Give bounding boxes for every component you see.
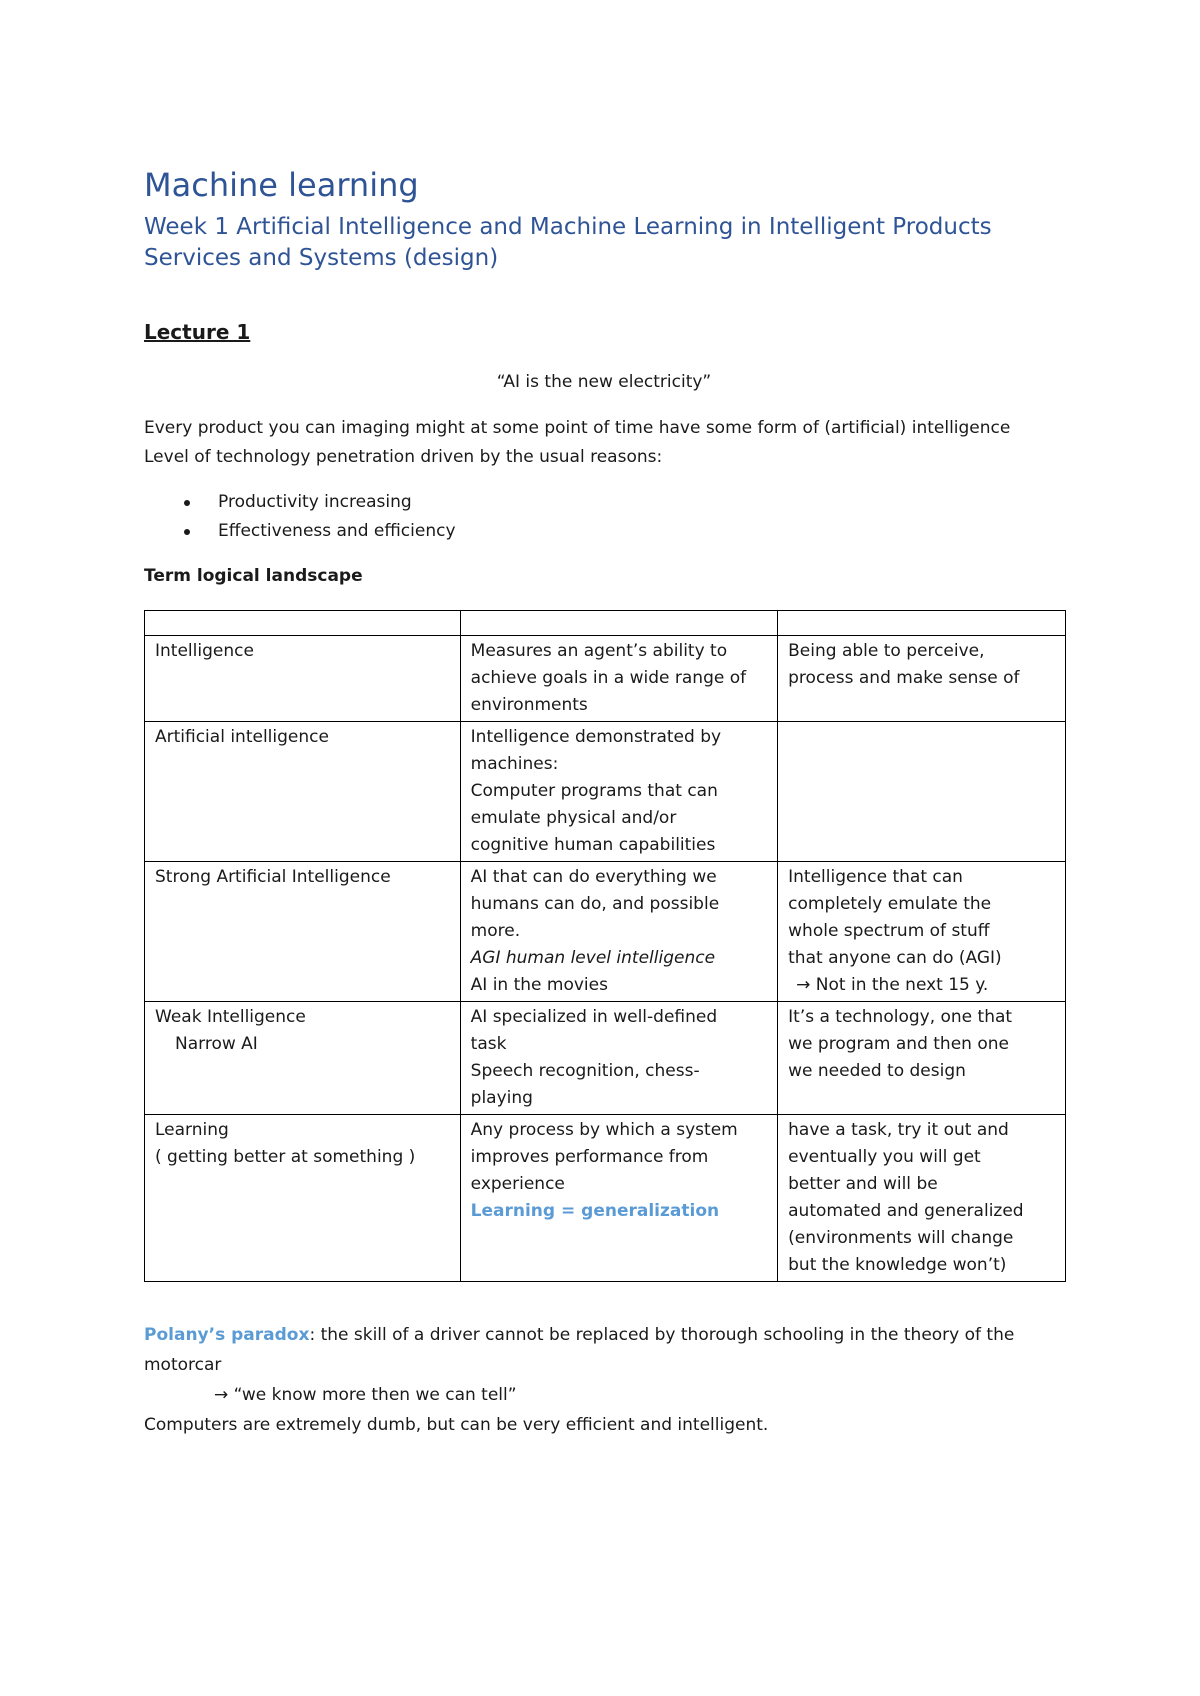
term-cell bbox=[145, 1115, 461, 1282]
definition-cell bbox=[460, 722, 777, 862]
notes-cell bbox=[778, 1115, 1066, 1282]
notes-line: whole spectrum of stuff bbox=[788, 921, 990, 941]
polany-quote: → “we know more then we can tell” bbox=[214, 1385, 517, 1405]
definition-line: Computer programs that can bbox=[470, 781, 718, 801]
definition-line: AI that can do everything we bbox=[470, 867, 717, 887]
closing-line: Computers are extremely dumb, but can be very efficient and intelligent. bbox=[144, 1415, 769, 1435]
polany-term: Polany’s paradox bbox=[144, 1325, 310, 1345]
definition-line: task bbox=[470, 1034, 507, 1054]
bullet-item: Effectiveness and efficiency bbox=[144, 517, 456, 546]
definition-cell bbox=[460, 862, 777, 1002]
bullet-item: Productivity increasing bbox=[144, 488, 456, 517]
document-subtitle: Week 1 Artificial Intelligence and Machine Learning in Intelligent Products Services and Systems (design) bbox=[144, 214, 992, 271]
notes-line: that anyone can do (AGI) bbox=[788, 948, 1002, 968]
notes-line: → Not in the next 15 y. bbox=[796, 975, 989, 995]
term-line: Artificial intelligence bbox=[155, 727, 329, 747]
definition-line: experience bbox=[470, 1174, 565, 1194]
notes-line: have a task, try it out and bbox=[788, 1120, 1009, 1140]
table-header-row bbox=[145, 611, 1066, 636]
definition-cell bbox=[460, 1115, 777, 1282]
definition-line: Any process by which a system bbox=[470, 1120, 738, 1140]
table-row bbox=[145, 722, 1066, 862]
notes-cell bbox=[778, 722, 1066, 862]
polany-paragraph bbox=[144, 1320, 1064, 1380]
intro-line-2: Level of technology penetration driven by the usual reasons: bbox=[144, 447, 663, 467]
table-header-cell bbox=[145, 611, 461, 636]
definition-line: achieve goals in a wide range of bbox=[470, 668, 747, 688]
notes-line: It’s a technology, one that bbox=[788, 1007, 1013, 1027]
term-line: Strong Artificial Intelligence bbox=[155, 867, 391, 887]
definition-cell bbox=[460, 1002, 777, 1115]
definition-line: more. bbox=[470, 921, 521, 941]
notes-line: process and make sense of bbox=[788, 668, 1020, 688]
definition-line: improves performance from bbox=[470, 1147, 709, 1167]
document-title: Machine learning bbox=[144, 166, 419, 204]
intro-line-1: Every product you can imaging might at some point of time have some form of (artificial) intelligence bbox=[144, 418, 1011, 438]
definition-line: playing bbox=[470, 1088, 533, 1108]
term-cell bbox=[145, 636, 461, 722]
definition-line: AI specialized in well-defined bbox=[470, 1007, 718, 1027]
section-heading: Term logical landscape bbox=[144, 566, 363, 586]
notes-line: Intelligence that can bbox=[788, 867, 963, 887]
definition-line: Speech recognition, chess- bbox=[470, 1061, 700, 1081]
table-row bbox=[145, 1115, 1066, 1282]
definition-line: Measures an agent’s ability to bbox=[470, 641, 728, 661]
definition-line: cognitive human capabilities bbox=[470, 835, 716, 855]
notes-cell bbox=[778, 862, 1066, 1002]
definition-line: AGI human level intelligence bbox=[470, 948, 716, 968]
notes-line: (environments will change bbox=[788, 1228, 1014, 1248]
term-line: Weak Intelligence bbox=[155, 1007, 306, 1027]
notes-line: automated and generalized bbox=[788, 1201, 1024, 1221]
table-row bbox=[145, 636, 1066, 722]
term-line: Learning bbox=[155, 1120, 229, 1140]
term-line: ( getting better at something ) bbox=[155, 1147, 416, 1167]
quote: “AI is the new electricity” bbox=[496, 372, 712, 392]
lecture-heading: Lecture 1 bbox=[144, 320, 251, 344]
definition-line: environments bbox=[470, 695, 588, 715]
notes-line: eventually you will get bbox=[788, 1147, 981, 1167]
definition-cell bbox=[460, 636, 777, 722]
term-line: Intelligence bbox=[155, 641, 254, 661]
table-row bbox=[145, 1002, 1066, 1115]
notes-cell bbox=[778, 636, 1066, 722]
definition-line: emulate physical and/or bbox=[470, 808, 677, 828]
term-cell bbox=[145, 862, 461, 1002]
notes-line: we program and then one bbox=[788, 1034, 1009, 1054]
definition-line: machines: bbox=[470, 754, 559, 774]
polany-text: : the skill of a driver cannot be replaced by thorough schooling in the theory of the motorcar bbox=[144, 1325, 1015, 1375]
definition-line: AI in the movies bbox=[470, 975, 608, 995]
term-cell bbox=[145, 722, 461, 862]
notes-line: but the knowledge won’t) bbox=[788, 1255, 1007, 1275]
notes-line: better and will be bbox=[788, 1174, 938, 1194]
notes-cell bbox=[778, 1002, 1066, 1115]
term-cell bbox=[145, 1002, 461, 1115]
definition-line: humans can do, and possible bbox=[470, 894, 720, 914]
notes-line: we needed to design bbox=[788, 1061, 966, 1081]
term-line: Narrow AI bbox=[175, 1034, 258, 1054]
definition-line: Intelligence demonstrated by bbox=[470, 727, 722, 747]
notes-line: completely emulate the bbox=[788, 894, 992, 914]
table-header-cell bbox=[778, 611, 1066, 636]
terms-table bbox=[144, 610, 1066, 1282]
bullet-list bbox=[144, 488, 456, 546]
table-row bbox=[145, 862, 1066, 1002]
notes-line: Being able to perceive, bbox=[788, 641, 985, 661]
table-header-cell bbox=[460, 611, 777, 636]
definition-highlight: Learning = generalization bbox=[470, 1201, 720, 1221]
